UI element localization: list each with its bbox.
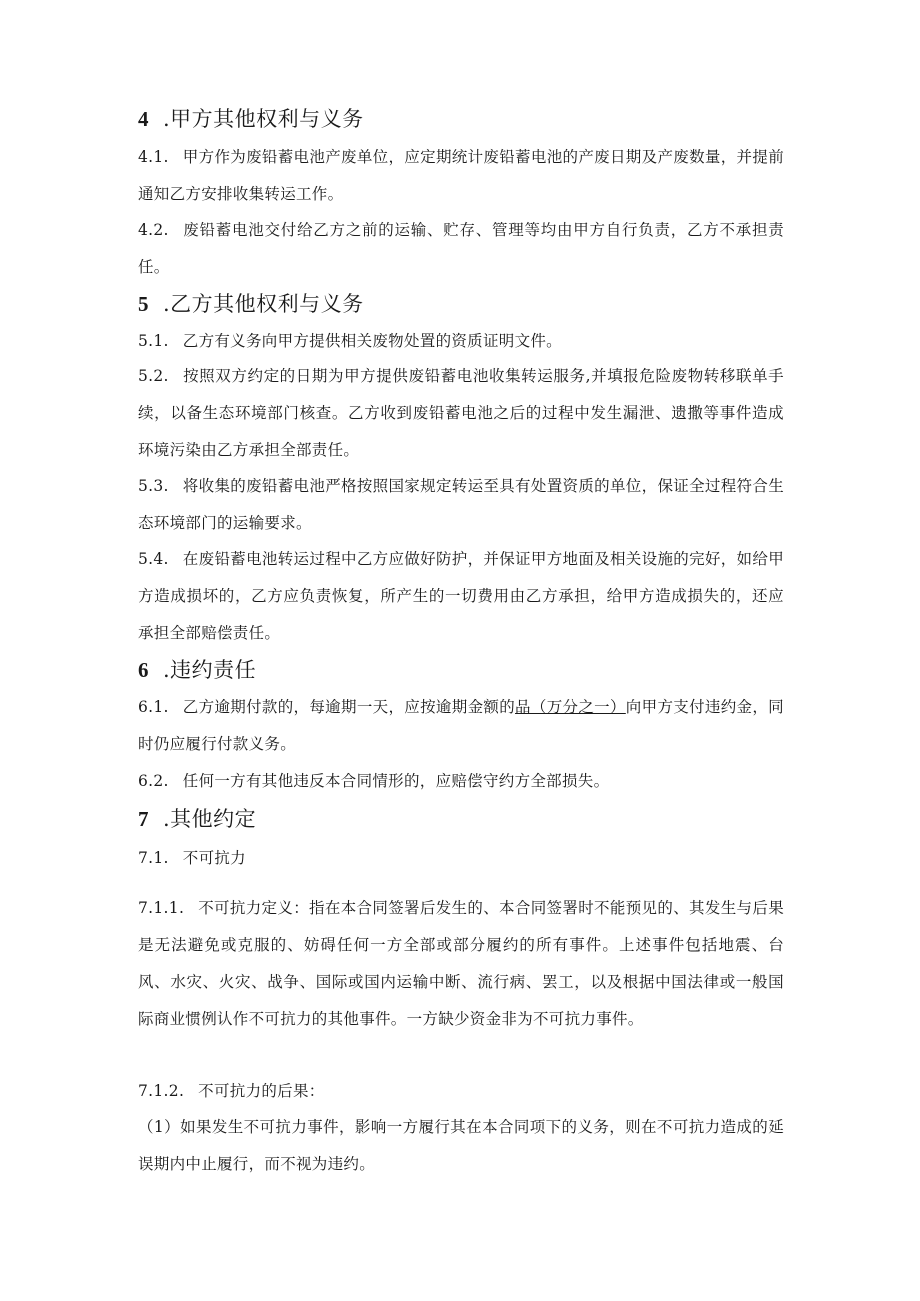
section-heading-5: 5 .乙方其他权利与义务	[138, 292, 364, 316]
clause-5-2: 5.2. 按照双方约定的日期为甲方提供废铅蓄电池收集转运服务,并填报危险废物转移联单手续，以备生态环境部门核查。乙方收到废铅蓄电池之后的过程中发生漏泄、遗撒等事件造成环境污染由乙方承担全部责任。	[138, 367, 784, 459]
clause-5-3: 5.3. 将收集的废铅蓄电池严格按照国家规定转运至具有处置资质的单位，保证全过程符合生态环境部门的运输要求。	[138, 477, 784, 532]
clause-4-1: 4.1. 甲方作为废铅蓄电池产废单位，应定期统计废铅蓄电池的产废日期及产废数量，并提前通知乙方安排收集转运工作。	[138, 148, 784, 203]
clause-7-1-2-item-1: （1）如果发生不可抗力事件，影响一方履行其在本合同项下的义务，则在不可抗力造成的延误期内中止履行，而不视为违约。	[138, 1118, 785, 1173]
clause-5-4: 5.4. 在废铅蓄电池转运过程中乙方应做好防护，并保证甲方地面及相关设施的完好，如给甲方造成损坏的，乙方应负责恢复，所产生的一切费用由乙方承担，给甲方造成损失的，还应承担全部赔偿责任。	[138, 550, 784, 642]
clause-4-2: 4.2. 废铅蓄电池交付给乙方之前的运输、贮存、管理等均由甲方自行负责，乙方不承担责任。	[138, 221, 784, 276]
section-heading-6: 6 .违约责任	[138, 658, 257, 682]
section-heading-4: 4 .甲方其他权利与义务	[138, 107, 364, 131]
penalty-rate-blank: 品（万分之一）	[515, 698, 626, 716]
clause-7-1-1: 7.1.1. 不可抗力定义：指在本合同签署后发生的、本合同签署时不能预见的、其发生与后果是无法避免或克服的、妨碍任何一方全部或部分履约的所有事件。上述事件包括地震、台风、水灾、火灾、战争、国际或国内运输中断、流行病、罢工，以及根据中国法律或一般国际商业惯例认作不可抗力的其他事件。一方缺少资金非为不可抗力事件。	[138, 899, 784, 1028]
clause-7-1-2: 7.1.2. 不可抗力的后果：	[138, 1082, 325, 1100]
clause-5-1: 5.1. 乙方有义务向甲方提供相关废物处置的资质证明文件。	[138, 332, 562, 350]
section-heading-7: 7 .其他约定	[138, 807, 257, 831]
clause-7-1: 7.1. 不可抗力	[138, 849, 246, 867]
clause-6-2: 6.2. 任何一方有其他违反本合同情形的，应赔偿守约方全部损失。	[138, 772, 610, 790]
clause-6-1: 6.1. 乙方逾期付款的，每逾期一天，应按逾期金额的品（万分之一）向甲方支付违约金，同时仍应履行付款义务。	[138, 698, 784, 753]
